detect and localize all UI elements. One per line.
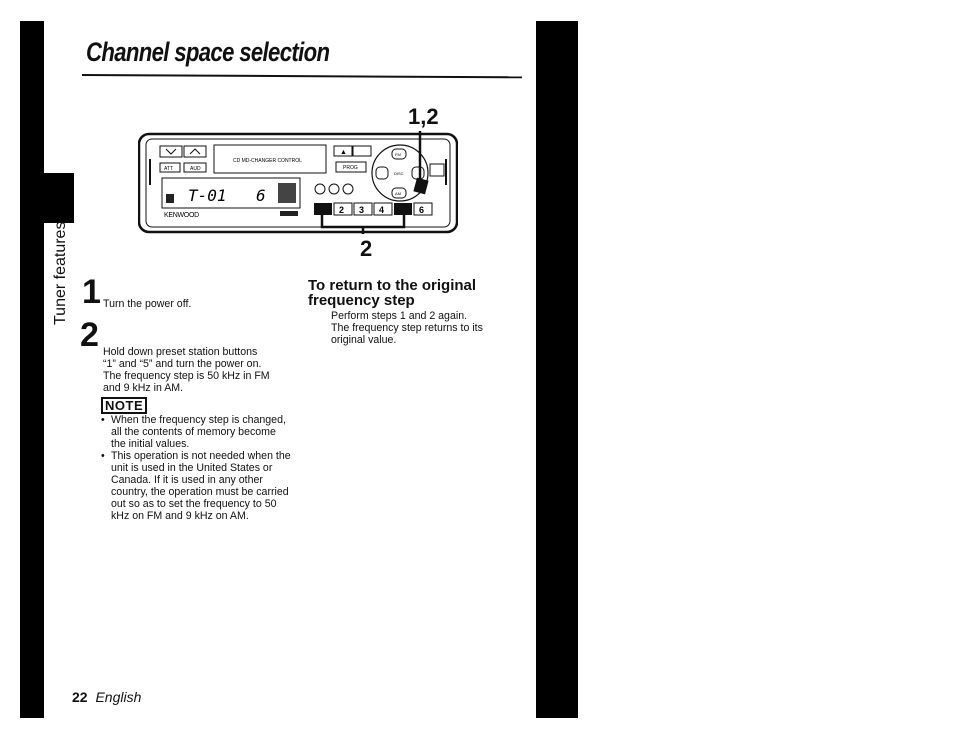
step-2-line: Hold down preset station buttons bbox=[103, 346, 258, 358]
note-list bbox=[101, 414, 291, 522]
svg-text:AUD: AUD bbox=[190, 166, 201, 172]
return-heading-line: To return to the original bbox=[308, 277, 477, 294]
step-2-line: “1” and “5” and turn the power on. bbox=[103, 358, 262, 370]
return-section-text bbox=[331, 310, 531, 346]
step-2-text bbox=[103, 346, 293, 394]
svg-text:AM: AM bbox=[395, 191, 401, 196]
return-text-line: Perform steps 1 and 2 again. bbox=[331, 310, 468, 322]
step-number-2: 2 bbox=[80, 316, 99, 354]
return-heading-line: frequency step bbox=[308, 292, 415, 309]
svg-text:6: 6 bbox=[256, 186, 266, 205]
svg-text:PROG: PROG bbox=[343, 165, 358, 171]
svg-text:4: 4 bbox=[379, 205, 385, 215]
note-item: • When the frequency step is changed, all the contents of memory become the initial values. bbox=[101, 414, 291, 450]
note-badge: NOTE bbox=[101, 397, 147, 414]
svg-text:FM: FM bbox=[395, 152, 401, 157]
svg-text:2: 2 bbox=[339, 205, 345, 215]
return-text-line: original value. bbox=[331, 334, 397, 346]
step-2-line: and 9 kHz in AM. bbox=[103, 382, 184, 394]
page-language: English bbox=[95, 689, 142, 705]
svg-text:▲: ▲ bbox=[340, 149, 347, 156]
svg-text:KENWOOD: KENWOOD bbox=[164, 212, 199, 219]
page-footer bbox=[72, 689, 141, 705]
svg-text:3: 3 bbox=[359, 205, 365, 215]
section-tab-marker bbox=[20, 173, 74, 223]
callout-label-top: 1,2 bbox=[408, 104, 439, 129]
car-stereo-illustration bbox=[138, 131, 458, 234]
svg-text:DISC: DISC bbox=[394, 171, 404, 176]
callout-label-bottom: 2 bbox=[360, 236, 373, 261]
svg-text:CD MD-CHANGER CONTROL: CD MD-CHANGER CONTROL bbox=[233, 158, 302, 164]
svg-text:ATT: ATT bbox=[164, 166, 174, 172]
svg-text:6: 6 bbox=[419, 205, 425, 215]
page-title: Channel space selection bbox=[86, 37, 330, 67]
page-number: 22 bbox=[72, 689, 88, 705]
return-section-heading bbox=[308, 278, 528, 308]
step-2-line: The frequency step is 50 kHz in FM bbox=[103, 370, 270, 382]
note-item: • This operation is not needed when the unit is used in the United States or Canada. If it is used in any other country, the operation must be carried out so as to set the frequency to 50 kHz on FM and 9 kHz on AM. bbox=[101, 450, 291, 522]
section-side-label: Tuner features bbox=[52, 221, 69, 325]
step-1-text: Turn the power off. bbox=[103, 298, 192, 310]
svg-text:T-01: T-01 bbox=[188, 186, 227, 205]
step-number-1: 1 bbox=[82, 273, 101, 311]
return-text-line: The frequency step returns to its bbox=[331, 322, 483, 334]
